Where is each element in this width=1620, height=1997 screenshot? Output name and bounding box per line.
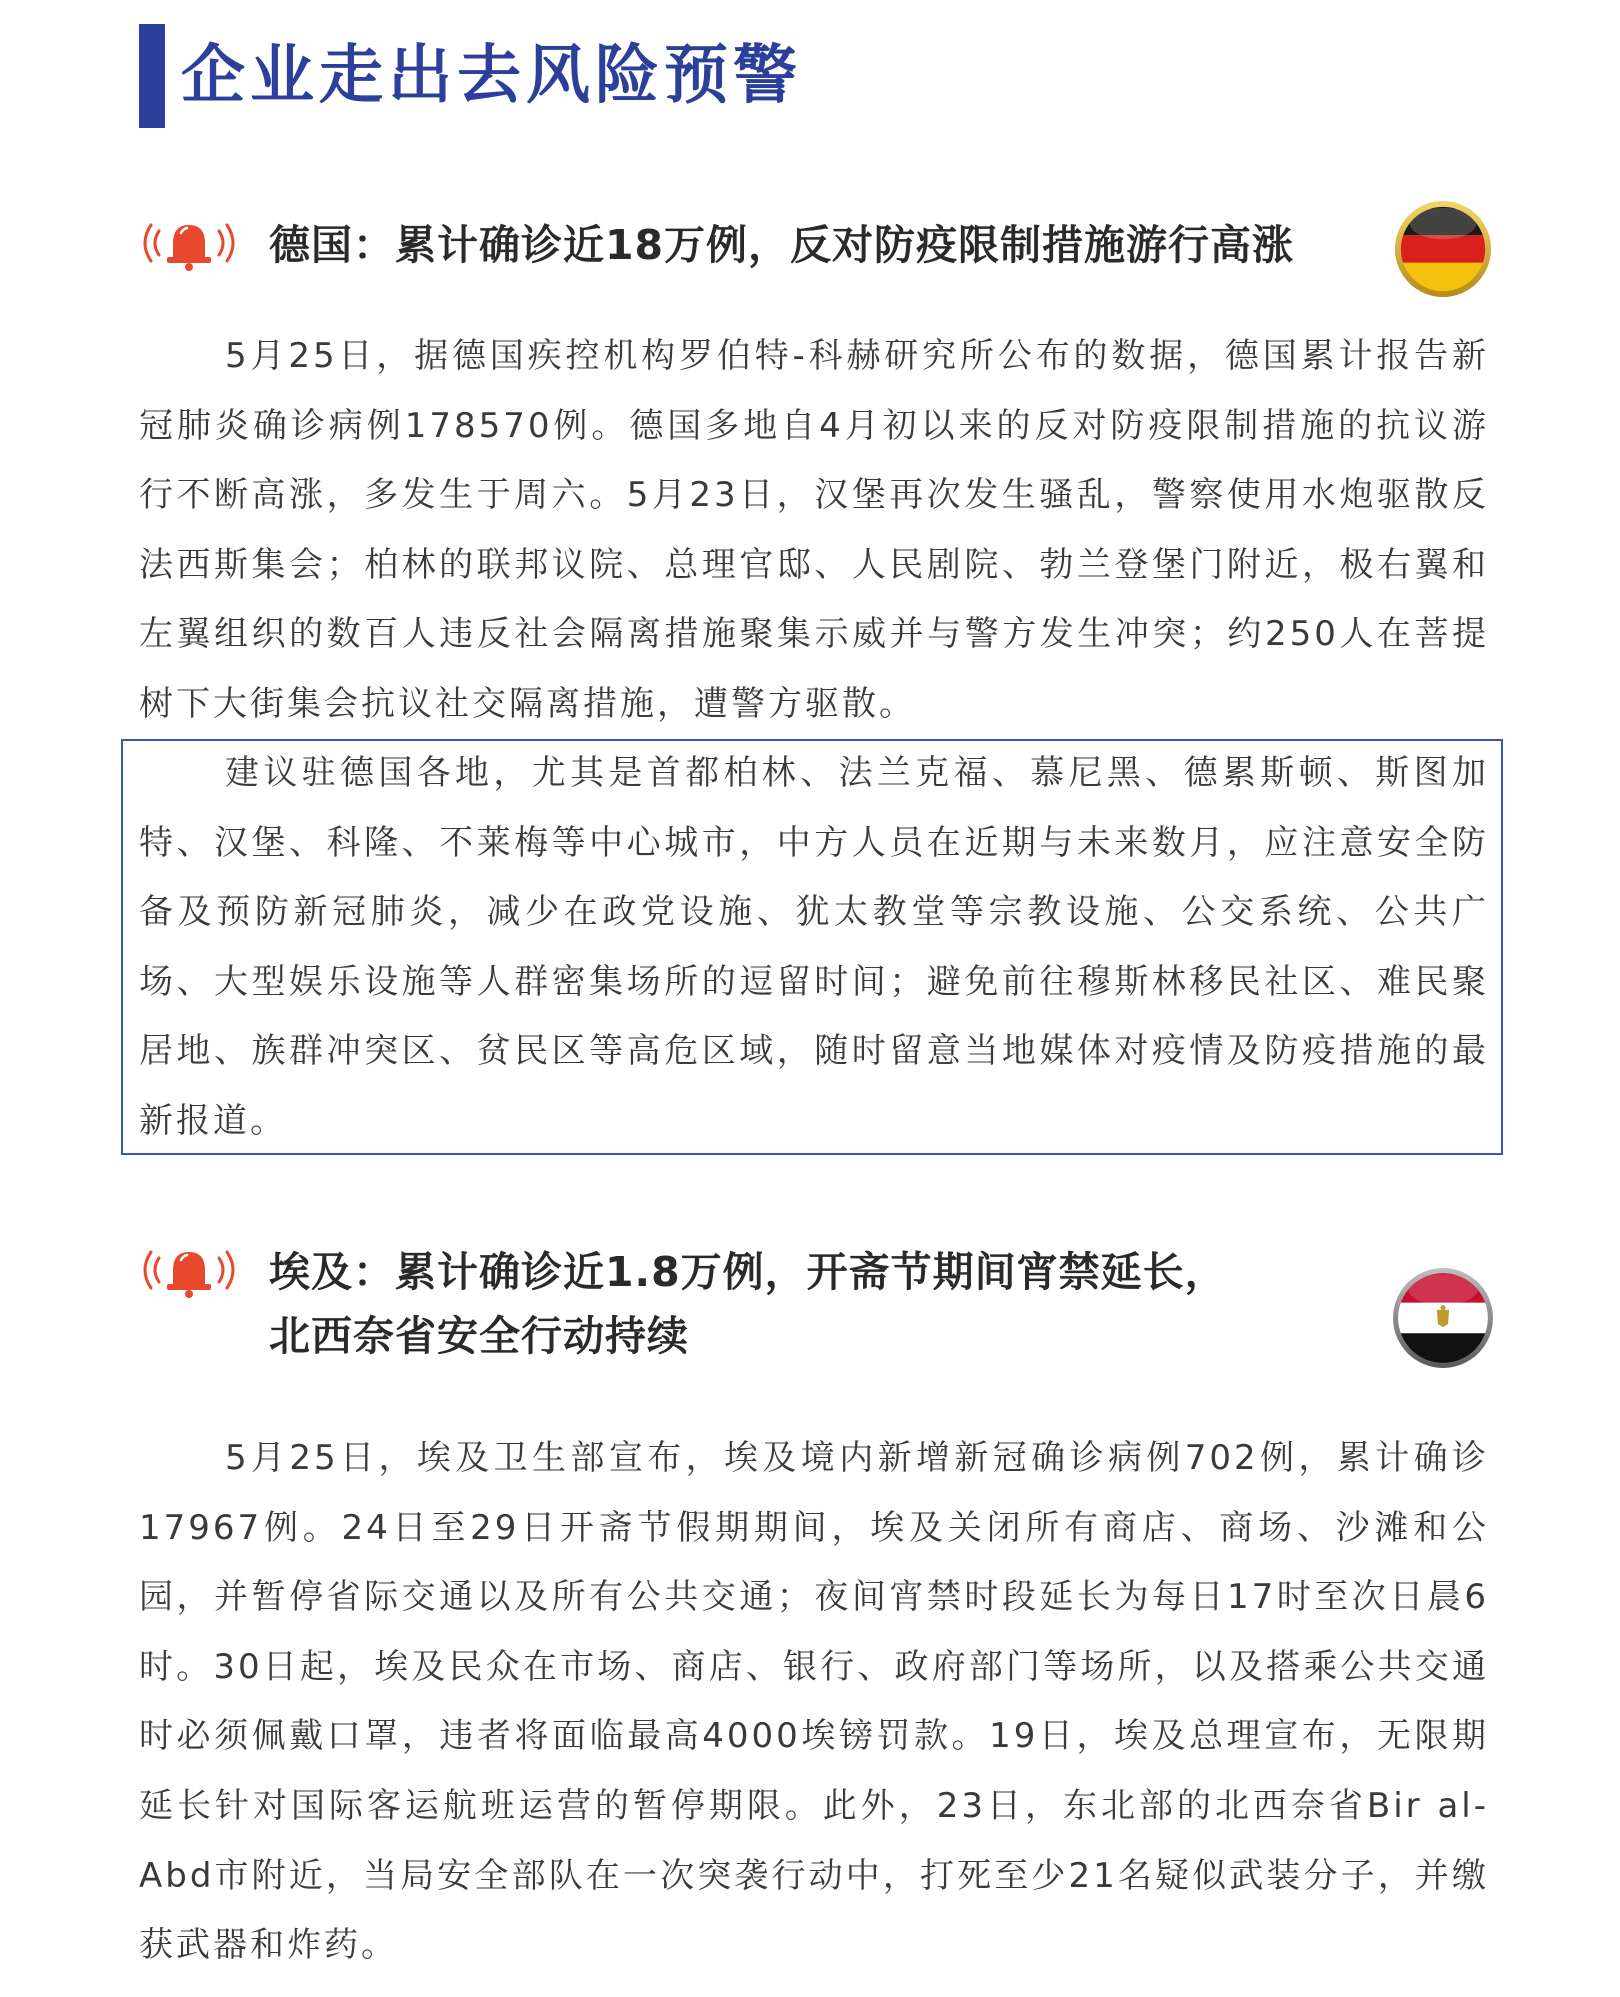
section-title-egypt [269, 1240, 1369, 1368]
alarm-bell-icon [139, 1240, 239, 1300]
germany-body-paragraph: 5月25日，据德国疾控机构罗伯特-科赫研究所公布的数据，德国累计报告新冠肺炎确诊病例178570例。德国多地自4月初以来的反对防疫限制措施的抗议游行不断高涨，多发生于周六。5月23日，汉堡再次发生骚乱，警察使用水炮驱散反法西斯集会；柏林的联邦议院、总理官邸、人民剧院、勃兰登堡门附近，极右翼和左翼组织的数百人违反社会隔离措施聚集示威并与警方发生冲突；约250人在菩提树下大街集会抗议社交隔离措施，遭警方驱散。 [139, 336, 1489, 724]
alarm-bell-icon [139, 213, 239, 273]
germany-advice-paragraph: 建议驻德国各地，尤其是首都柏林、法兰克福、慕尼黑、德累斯顿、斯图加特、汉堡、科隆、不莱梅等中心城市，中方人员在近期与未来数月，应注意安全防备及预防新冠肺炎，减少在政党设施、犹太教堂等宗教设施、公交系统、公共广场、大型娱乐设施等人群密集场所的逗留时间；避免前往穆斯林移民社区、难民聚居地、族群冲突区、贫民区等高危区域，随时留意当地媒体对疫情及防疫措施的最新报道。 [139, 753, 1489, 1141]
egypt-flag-icon [1392, 1267, 1494, 1369]
page-title: 企业走出去风险预警 [181, 39, 802, 113]
section-title-germany: 德国：累计确诊近18万例，反对防疫限制措施游行高涨 [269, 221, 1295, 269]
section-title-egypt-line1: 埃及：累计确诊近1.8万例，开斋节期间宵禁延长， [269, 1248, 1227, 1296]
title-accent-bar [139, 24, 165, 128]
egypt-body-paragraph: 5月25日，埃及卫生部宣布，埃及境内新增新冠确诊病例702例，累计确诊17967例。24日至29日开斋节假期期间，埃及关闭所有商店、商场、沙滩和公园，并暂停省际交通以及所有公共交通；夜间宵禁时段延长为每日17时至次日晨6时。30日起，埃及民众在市场、商店、银行、政府部门等场所，以及搭乘公共交通时必须佩戴口罩，违者将面临最高4000埃镑罚款。19日，埃及总理宣布，无限期延长针对国际客运航班运营的暂停期限。此外，23日，东北部的北西奈省Bir al-Abd市附近，当局安全部队在一次突袭行动中，打死至少21名疑似武装分子，并缴获武器和炸药。 [139, 1438, 1489, 1966]
section-header-germany [139, 213, 1489, 303]
section-title-egypt-line2: 北西奈省安全行动持续 [269, 1312, 689, 1360]
germany-flag-icon [1394, 200, 1492, 298]
section-header-egypt [139, 1240, 1489, 1380]
